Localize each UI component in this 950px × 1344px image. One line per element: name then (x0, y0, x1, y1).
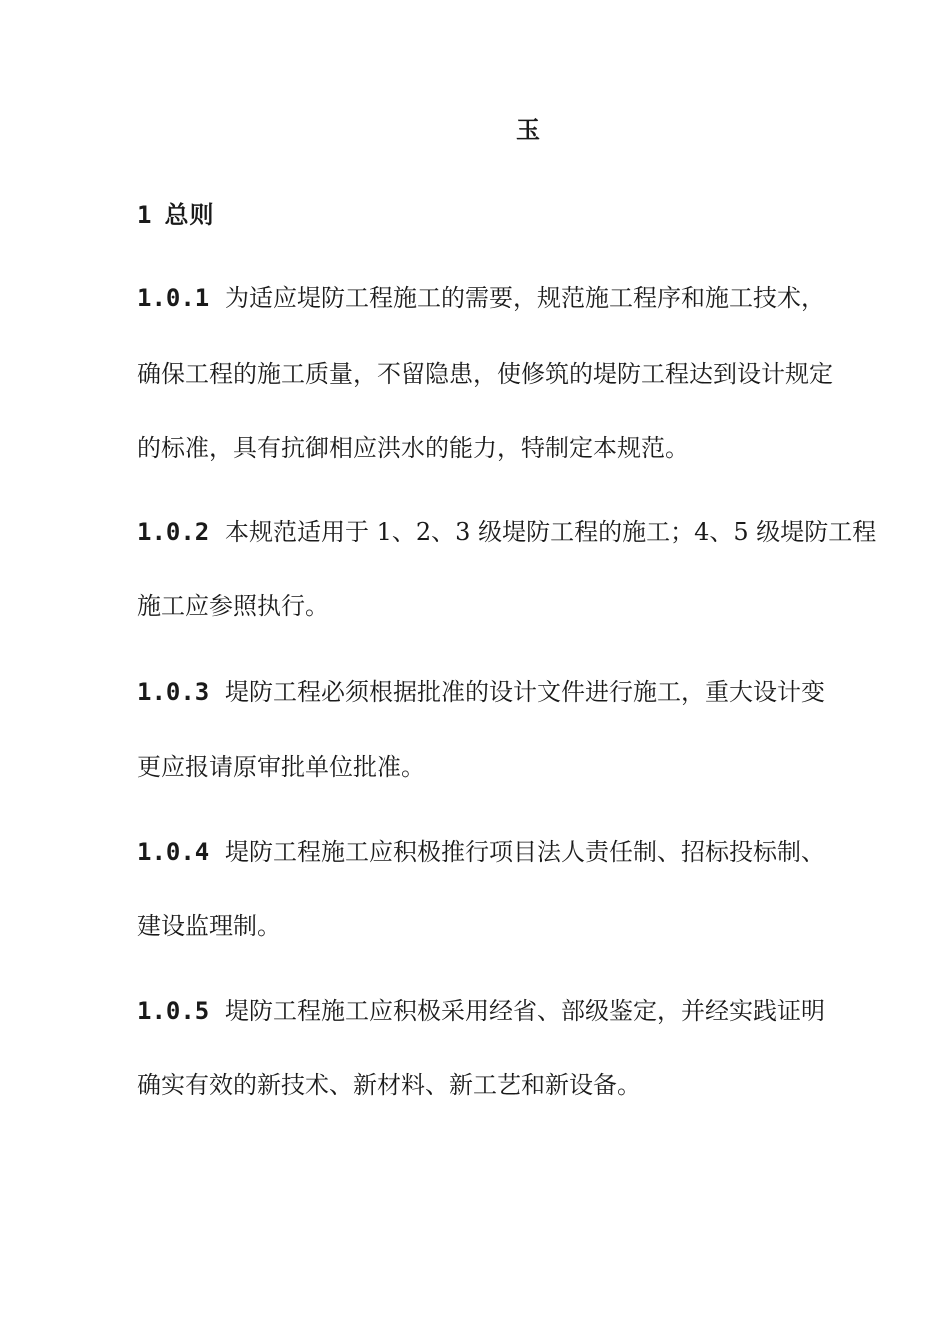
clause-text-line: 堤防工程施工应积极推行项目法人责任制、招标投标制、 (225, 838, 825, 866)
clause-number: 1.0.2 (137, 518, 210, 546)
chapter-number: 1 (137, 201, 153, 229)
clause-1-0-3 (137, 676, 877, 708)
clause-number: 1.0.3 (137, 678, 210, 706)
clause-number: 1.0.5 (137, 997, 210, 1025)
clause-text-line: 建设监理制。 (137, 912, 281, 940)
chapter-heading (137, 195, 214, 230)
chapter-title: 总则 (164, 200, 215, 229)
clause-text-line: 的标准，具有抗御相应洪水的能力，特制定本规范。 (137, 434, 689, 462)
clause-text-line: 施工应参照执行。 (137, 592, 329, 620)
clause-1-0-4 (137, 836, 877, 868)
clause-number: 1.0.1 (137, 284, 210, 312)
clause-text-line: 为适应堤防工程施工的需要，规范施工程序和施工技术， (225, 284, 825, 312)
clause-text-line: 堤防工程必须根据批准的设计文件进行施工，重大设计变 (225, 678, 825, 706)
clause-1-0-2 (137, 516, 877, 548)
clause-text-line: 更应报请原审批单位批准。 (137, 753, 425, 781)
clause-text-line: 本规范适用于 1、2、3 级堤防工程的施工；4、5 级堤防工程 (225, 518, 877, 546)
page-header-mark: 玉 (516, 115, 540, 144)
clause-text-line: 堤防工程施工应积极采用经省、部级鉴定，并经实践证明 (225, 997, 825, 1025)
clause-1-0-5 (137, 995, 877, 1027)
clause-text-line: 确保工程的施工质量，不留隐患，使修筑的堤防工程达到设计规定 (137, 360, 833, 388)
clause-text-line: 确实有效的新技术、新材料、新工艺和新设备。 (137, 1071, 641, 1099)
clause-number: 1.0.4 (137, 838, 210, 866)
clause-1-0-1 (137, 282, 877, 314)
